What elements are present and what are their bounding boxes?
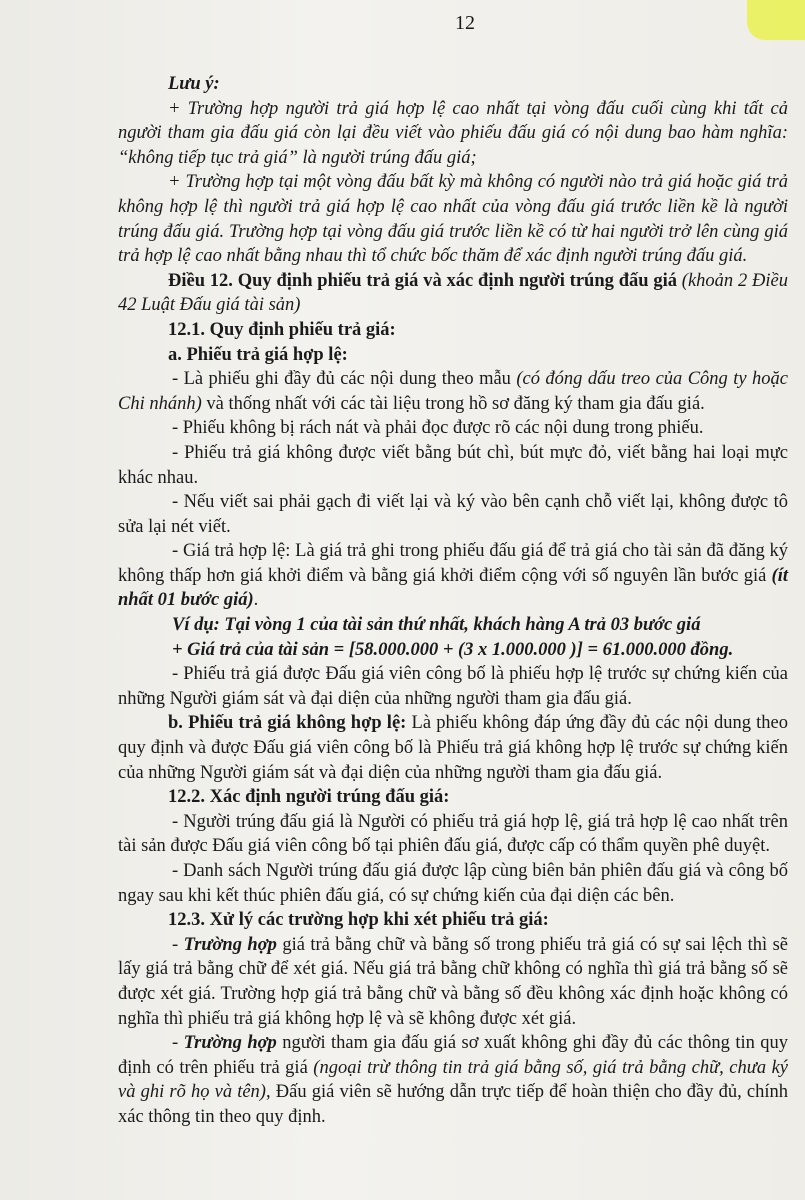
subsection-b-text: Là phiếu không đáp ứng đầy đủ các nội dung theo quy định và được Đấu giá viên công bố là Phiếu trả giá không hợp lệ trước sự chứng kiến của những Người giám sát và đại diện của những người tham gia đấu giá. <box>118 713 788 783</box>
rule-d2: - Trường hợp người tham gia đấu giá sơ xuất không ghi đầy đủ các thông tin quy định có trên phiếu trả giá (ngoại trừ thông tin trả giá bằng số, giá trả bằng chữ, chưa ký và ghi rõ họ và tên), Đấu giá viên sẽ hướng dẫn trực tiếp để hoàn thiện cho đầy đủ, chính xác thông tin theo quy định. <box>118 1033 789 1127</box>
note-paragraph-2: + Trường hợp tại một vòng đấu bất kỳ mà không có người nào trả giá hoặc giá trả không hợp lệ thì người trả giá hợp lệ cao nhất của vòng đấu giá trước liền kề là người trúng đấu giá. Trường hợp tại vòng đấu giá trước liền kề có từ hai người trở lên cùng giá trả hợp lệ cao nhất bằng nhau thì tổ chức bốc thăm để xác định người trúng đấu giá. <box>118 172 788 267</box>
example-line-1: Ví dụ: Tại vòng 1 của tài sản thứ nhất, khách hàng A trả 03 bước giá <box>172 615 701 636</box>
section-12-1-heading: 12.1. Quy định phiếu trả giá: <box>168 319 396 340</box>
rule-d1-lead: Trường hợp <box>183 934 277 955</box>
rule-a1-text: - Là phiếu ghi đầy đủ các nội dung theo mẫu <box>172 369 517 390</box>
rule-a1-end: và thống nhất với các tài liệu trong hồ sơ đăng ký tham gia đấu giá. <box>201 393 705 414</box>
subsection-b-heading: b. Phiếu trả giá không hợp lệ: <box>168 713 407 734</box>
section-12-2-heading: 12.2. Xác định người trúng đấu giá: <box>168 787 450 808</box>
article-12-heading <box>118 269 788 318</box>
rule-d2-lead: Trường hợp <box>183 1033 277 1054</box>
rule-c1: - Người trúng đấu giá là Người có phiếu trả giá hợp lệ, giá trả hợp lệ cao nhất trên tài sản được Đấu giá viên công bố tại phiên đấu giá, được cấp có thẩm quyền phê duyệt. <box>118 811 788 857</box>
rule-a5-end: . <box>253 590 259 611</box>
rule-d1-text: giá trả bằng chữ và bằng số trong phiếu trả giá có sự sai lệch thì sẽ lấy giá trả bằng chữ để xét giá. Nếu giá trả bằng chữ không có nghĩa thì giá trả bằng số sẽ được xét giá. Trường hợp giá trả bằng chữ và bằng số đều không xác định hoặc không có nghĩa thì phiếu trả giá không hợp lệ và sẽ không được xét giá. <box>118 934 788 1029</box>
rule-d2-text: người tham gia đấu giá sơ xuất không ghi đầy đủ các thông tin quy định có trên phiếu trả giá <box>118 1033 788 1078</box>
rule-a5-text: - Giá trả hợp lệ: Là giá trả ghi trong phiếu đấu giá để trả giá cho tài sản đã đăng ký không thấp hơn giá khởi điểm và bằng giá khởi điểm cộng với số nguyên lần bước giá <box>118 541 788 586</box>
example-line-2: + Giá trả của tài sản = [58.000.000 + (3 x 1.000.000 )] = 61.000.000 đồng. <box>172 639 734 660</box>
rule-a1 <box>118 367 788 416</box>
highlighter-mark <box>747 0 805 40</box>
document-body <box>118 72 788 1130</box>
section-12-3-heading: 12.3. Xử lý các trường hợp khi xét phiếu trả giá: <box>168 910 549 931</box>
rule-a1-italic: (có đóng dấu treo của Công ty hoặc Chi nhánh) <box>118 369 788 414</box>
rule-c2: - Danh sách Người trúng đấu giá được lập cùng biên bản phiên đấu giá và công bố ngay sau khi kết thúc phiên đấu giá, có sự chứng kiến của đại diện các bên. <box>118 861 788 906</box>
subsection-b <box>118 711 788 785</box>
rule-a5 <box>118 539 788 613</box>
rule-a4: - Nếu viết sai phải gạch đi viết lại và ký vào bên cạnh chỗ viết lại, không được tô sửa lại nét viết. <box>118 492 788 537</box>
subsection-a-heading: a. Phiếu trả giá hợp lệ: <box>168 344 348 365</box>
article-12-ref: (khoản 2 Điều 42 Luật Đấu giá tài sản) <box>118 270 788 316</box>
article-12-title: Điều 12. Quy định phiếu trả giá và xác định người trúng đấu giá <box>168 270 677 291</box>
rule-d2-end: , Đấu giá viên sẽ hướng dẫn trực tiếp để hoàn thiện cho đầy đủ, chính xác thông tin theo quy định. <box>118 1082 789 1127</box>
rule-a2: - Phiếu không bị rách nát và phải đọc được rõ các nội dung trong phiếu. <box>172 418 704 439</box>
rule-a6: - Phiếu trả giá được Đấu giá viên công bố là phiếu hợp lệ trước sự chứng kiến của những Người giám sát và đại diện của những người tham gia đấu giá. <box>118 664 788 709</box>
rule-d1: - Trường hợp giá trả bằng chữ và bằng số trong phiếu trả giá có sự sai lệch thì sẽ lấy giá trả bằng chữ để xét giá. Nếu giá trả bằng chữ không có nghĩa thì giá trả bằng số sẽ được xét giá. Trường hợp giá trả bằng chữ và bằng số đều không xác định hoặc không có nghĩa thì phiếu trả giá không hợp lệ và sẽ không được xét giá. <box>118 934 788 1029</box>
page-number: 12 <box>455 12 475 34</box>
note-paragraph-1: + Trường hợp người trả giá hợp lệ cao nhất tại vòng đấu cuối cùng khi tất cả người tham gia đấu giá còn lại đều viết vào phiếu đấu giá có nội dung bao hàm nghĩa: “không tiếp tục trả giá” là người trúng đấu giá; <box>118 98 788 168</box>
rule-d2-italic: (ngoại trừ thông tin trả giá bằng số, giá trả bằng chữ, chưa ký và ghi rõ họ và tên) <box>118 1057 788 1103</box>
rule-a3: - Phiếu trả giá không được viết bằng bút chì, bút mực đỏ, viết bằng hai loại mực khác nhau. <box>118 442 788 488</box>
rule-a5-italic: (ít nhất 01 bước giá) <box>118 565 788 611</box>
note-title: Lưu ý: <box>168 74 220 94</box>
